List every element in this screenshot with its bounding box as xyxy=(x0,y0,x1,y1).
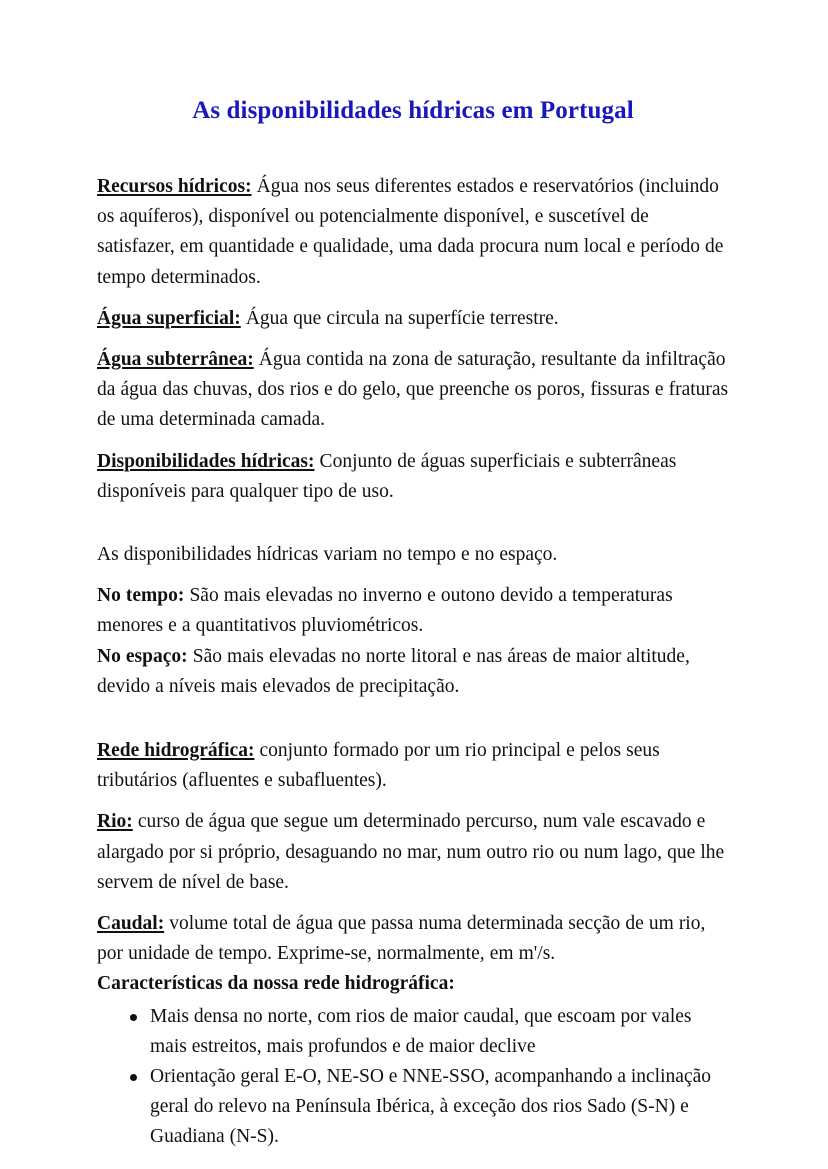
characteristics-list xyxy=(97,1002,729,1153)
definition-rio xyxy=(97,807,729,898)
definition-agua-subterranea xyxy=(97,345,729,436)
list-item-text: Orientação geral E-O, NE-SO e NNE-SSO, acompanhando a inclinação geral do relevo na Península Ibérica, à exceção dos rios Sado (S-N) e Guadiana (N-S). xyxy=(150,1066,711,1148)
definition-body: curso de água que segue um determinado percurso, num vale escavado e alargado por si próprio, desaguando no mar, num outro rio ou num lago, que lhe servem de nível de base. xyxy=(97,811,725,893)
variation-body: São mais elevadas no inverno e outono devido a temperaturas menores e a quantitativos pluviométricos. xyxy=(97,585,673,637)
definition-term: Recursos hídricos: xyxy=(97,176,252,197)
variation-no-tempo xyxy=(97,581,729,641)
definition-term: Disponibilidades hídricas: xyxy=(97,450,315,472)
definition-agua-superficial xyxy=(97,304,729,334)
list-item-text: Mais densa no norte, com rios de maior caudal, que escoam por vales mais estreitos, mais profundos e de maior declive xyxy=(150,1005,692,1057)
definition-rede-hidrografica xyxy=(97,736,729,796)
definition-term: Água superficial: xyxy=(97,307,241,329)
definition-body: Água que circula na superfície terrestre. xyxy=(240,307,559,329)
definition-body: volume total de água que passa numa determinada secção de um rio, por unidade de tempo. Exprime-se, normalmente, em m'/s. xyxy=(97,913,706,965)
document-content xyxy=(97,96,729,1153)
variation-term: No espaço: xyxy=(97,645,188,667)
list-item xyxy=(97,1002,729,1062)
definition-body: conjunto formado por um rio principal e pelos seus tributários (afluentes e subafluentes). xyxy=(97,740,660,792)
definition-disponibilidades-hidricas xyxy=(97,447,729,507)
definition-body: Água nos seus diferentes estados e reservatórios (incluindo os aquíferos), disponível ou potencialmente disponível, e suscetível de satisfazer, em quantidade e qualidade, uma dada procura num local e período de tempo determinados. xyxy=(97,176,724,288)
bullet-disc-icon xyxy=(130,1014,137,1021)
definition-body: Água contida na zona de saturação, resultante da infiltração da água das chuvas, dos rios e do gelo, que preenche os poros, fissuras e fraturas de uma determinada camada. xyxy=(97,349,729,431)
characteristics-heading: Características da nossa rede hidrográfica: xyxy=(97,973,455,995)
definition-term: Caudal: xyxy=(97,913,165,935)
variation-intro: As disponibilidades hídricas variam no tempo e no espaço. xyxy=(97,544,558,566)
definition-term: Rio: xyxy=(97,811,133,833)
definition-term: Água subterrânea: xyxy=(97,349,254,371)
variation-term: No tempo: xyxy=(97,585,185,607)
definition-body: Conjunto de águas superficiais e subterrâneas disponíveis para qualquer tipo de uso. xyxy=(97,450,677,502)
variation-body: São mais elevadas no norte litoral e nas áreas de maior altitude, devido a níveis mais elevados de precipitação. xyxy=(97,645,690,697)
page-title: As disponibilidades hídricas em Portugal xyxy=(192,97,634,124)
bullet-disc-icon xyxy=(130,1074,137,1081)
definition-term: Rede hidrográfica: xyxy=(97,740,255,762)
definition-caudal xyxy=(97,909,729,969)
list-item xyxy=(97,1062,729,1153)
definition-recursos-hidricos xyxy=(97,172,729,293)
variation-no-espaco xyxy=(97,642,729,702)
